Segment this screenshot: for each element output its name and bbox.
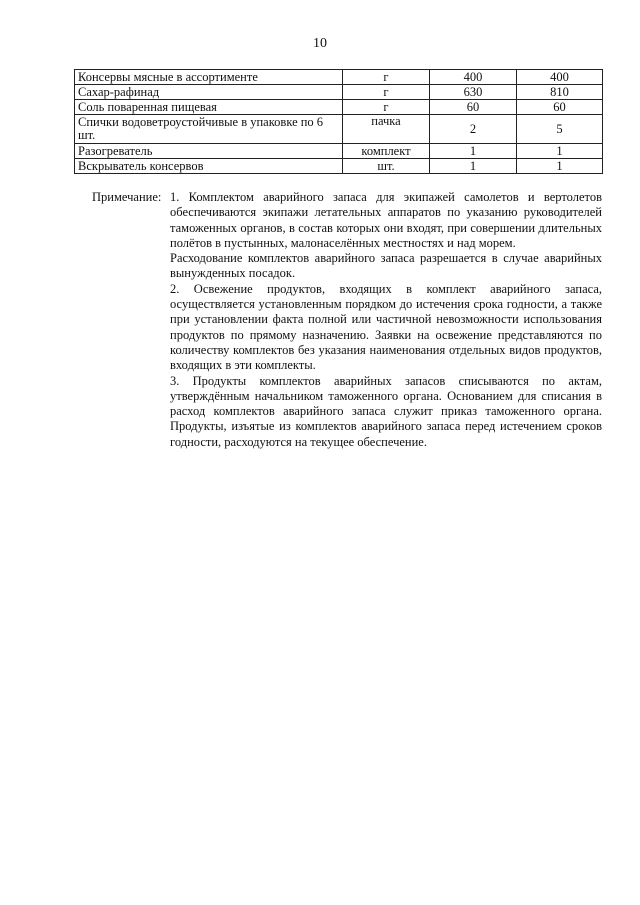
item-name-cell: Разогреватель bbox=[75, 144, 343, 159]
quantity-2-cell: 400 bbox=[517, 70, 603, 85]
unit-cell: комплект bbox=[343, 144, 430, 159]
table-row bbox=[75, 159, 603, 174]
item-name-cell: Сахар-рафинад bbox=[75, 85, 343, 100]
item-name-cell: Спички водоветроустойчивые в упаковке по 6 шт. bbox=[75, 115, 343, 144]
item-name-cell: Вскрыватель консервов bbox=[75, 159, 343, 174]
table-row bbox=[75, 115, 603, 144]
quantity-1-cell: 1 bbox=[430, 144, 517, 159]
note-body bbox=[170, 190, 602, 450]
quantity-2-cell: 1 bbox=[517, 144, 603, 159]
note-paragraph-3: 2. Освежение продуктов, входящих в комплект аварийного запаса, осуществляется установленным порядком до истечения срока годности, а также при установлении факта полной или частичной невозможности использования продуктов по прямому назначению. Заявки на освежение представляются по количеству комплектов без указания наименования отдельных видов продуктов, входящих в эти комплекты. bbox=[170, 281, 602, 373]
quantity-2-cell: 60 bbox=[517, 100, 603, 115]
quantity-1-cell: 60 bbox=[430, 100, 517, 115]
note-paragraph-1: 1. Комплектом аварийного запаса для экипажей самолетов и вертолетов обеспечиваются экипажи летательных аппаратов по указанию руководителей таможенных органов, в состав которых они входят, при совершении длительных полётов в пустынных, малонаселённых местностях и над морем. bbox=[170, 190, 602, 250]
supplies-table bbox=[74, 69, 603, 174]
table-row bbox=[75, 144, 603, 159]
note-paragraph-2: Расходование комплектов аварийного запаса разрешается в случае аварийных вынужденных посадок. bbox=[170, 251, 602, 281]
unit-cell: г bbox=[343, 100, 430, 115]
quantity-2-cell: 810 bbox=[517, 85, 603, 100]
item-name-cell: Соль поваренная пищевая bbox=[75, 100, 343, 115]
unit-cell: г bbox=[343, 85, 430, 100]
item-name-cell: Консервы мясные в ассортименте bbox=[75, 70, 343, 85]
quantity-2-cell: 1 bbox=[517, 159, 603, 174]
page-number: 10 bbox=[313, 36, 327, 51]
supplies-table-body bbox=[75, 70, 603, 174]
quantity-1-cell: 1 bbox=[430, 159, 517, 174]
unit-cell: шт. bbox=[343, 159, 430, 174]
note-label: Примечание: bbox=[92, 190, 162, 204]
quantity-1-cell: 400 bbox=[430, 70, 517, 85]
quantity-2-cell: 5 bbox=[517, 115, 603, 144]
table-row bbox=[75, 85, 603, 100]
note-paragraph-4: 3. Продукты комплектов аварийных запасов списываются по актам, утверждённым начальником таможенного органа. Основанием для списания в расход комплектов аварийного запаса служит приказ таможенного органа. Продукты, изъятые из комплектов аварийного запаса перед истечением сроков годности, расходуются на текущее обеспечение. bbox=[170, 373, 602, 449]
quantity-1-cell: 630 bbox=[430, 85, 517, 100]
unit-cell: г bbox=[343, 70, 430, 85]
table-row bbox=[75, 100, 603, 115]
table-row bbox=[75, 70, 603, 85]
unit-cell: пачка bbox=[343, 115, 430, 144]
quantity-1-cell: 2 bbox=[430, 115, 517, 144]
